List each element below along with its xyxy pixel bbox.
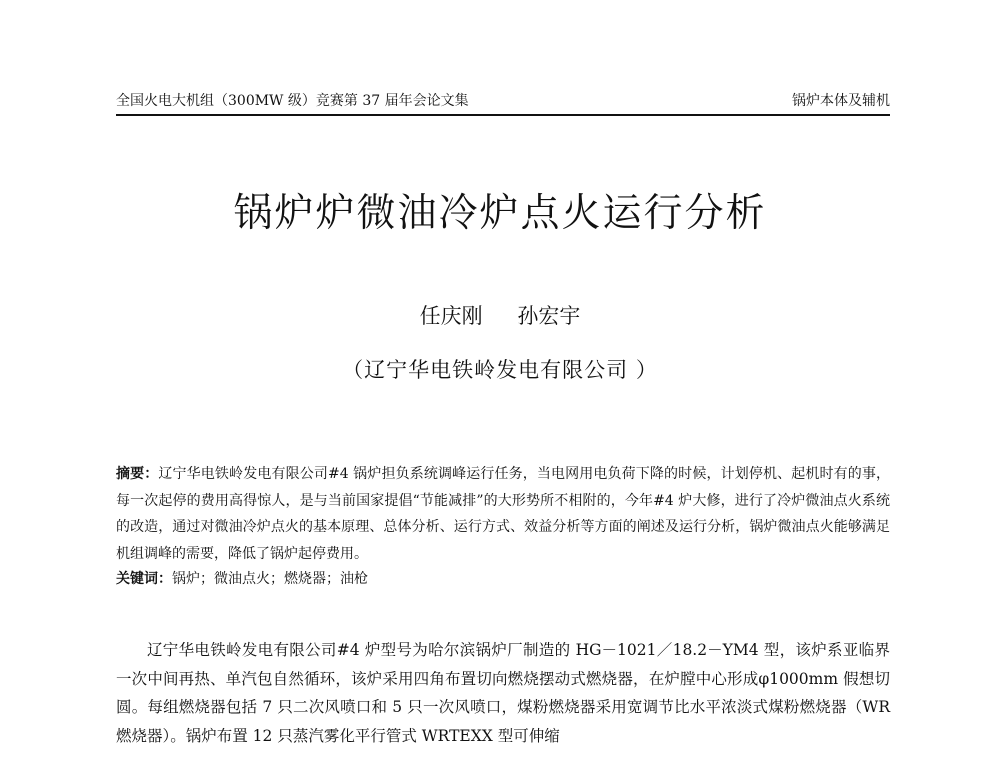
- keyword: 锅炉: [172, 571, 200, 587]
- abstract: [116, 461, 890, 567]
- header-proceedings-title: 全国火电大机组（300MW 级）竞赛第 37 届年会论文集: [116, 93, 469, 109]
- keyword: ； 燃烧器: [270, 571, 326, 587]
- abstract-text: 辽宁华电铁岭发电有限公司#4 锅炉担负系统调峰运行任务，当电网用电负荷下降的时候，计划停机、起机时有的事，每一次起停的费用高得惊人，是与当前国家提倡“节能减排”的大形势所不相附的，今年#4 炉大修，进行了冷炉微油点火系统的改造，通过对微油冷炉点火的基本原理、总体分析、运行方式、效益分析等方面的阐述及运行分析，锅炉微油点火能够满足机组调峰的需要，降低了锅炉起停费用。: [116, 466, 891, 562]
- header-rule: [116, 114, 890, 116]
- keyword: ； 油枪: [326, 571, 368, 587]
- keywords-label: 关键词：: [116, 571, 172, 587]
- keyword: ； 微油点火: [200, 571, 270, 587]
- body-paragraph: 辽宁华电铁岭发电有限公司#4 炉型号为哈尔滨锅炉厂制造的 HG－1021／18.2－YM4 型，该炉系亚临界一次中间再热、单汽包自然循环，该炉采用四角布置切向燃烧摆动式燃烧器，在炉膛中心形成φ1000mm 假想切圆。每组燃烧器包括 7 只二次风喷口和 5 只一次风喷口，煤粉燃烧器采用宽调节比水平浓淡式煤粉燃烧器（WR 燃烧器）。锅炉布置 12 只蒸汽雾化平行管式 WRTEXX 型可伸缩: [116, 641, 890, 745]
- authors: [0, 302, 1000, 330]
- running-header: [116, 92, 890, 110]
- author-name: 任庆刚: [419, 304, 483, 328]
- keywords: [116, 568, 890, 590]
- affiliation: （辽宁华电铁岭发电有限公司 ）: [342, 358, 658, 382]
- paper-title: 锅炉炉微油冷炉点火运行分析: [233, 191, 767, 236]
- author-name: 孙宏宇: [517, 304, 581, 328]
- header-section-name: 锅炉本体及辅机: [792, 93, 890, 109]
- abstract-label: 摘要：: [116, 466, 159, 482]
